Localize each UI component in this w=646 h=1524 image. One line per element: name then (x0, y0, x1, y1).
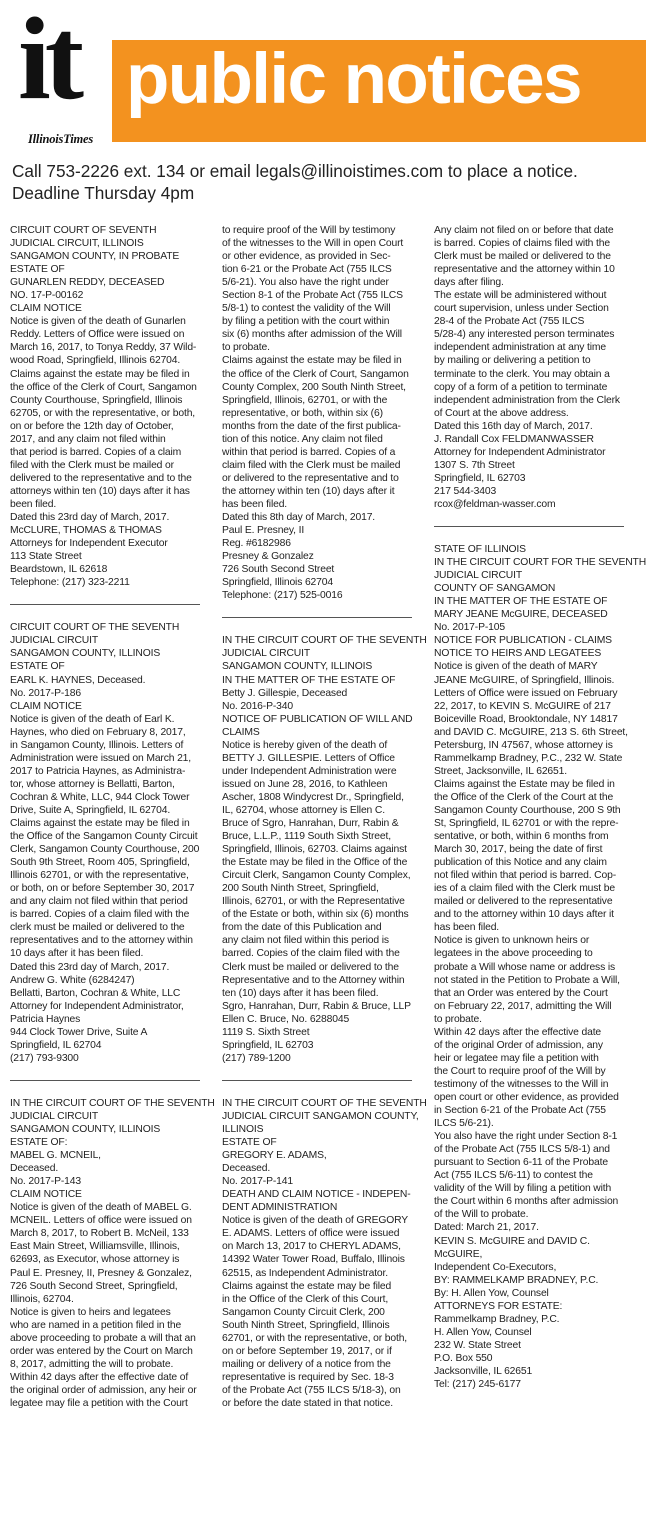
notice-line: publication of this Notice and any claim (434, 857, 607, 869)
notice-line: Betty J. Gillespie, Deceased (222, 687, 348, 699)
legal-notice (10, 1097, 215, 1410)
notice-line: in the Office of the Clerk of this Court, (222, 1293, 389, 1305)
notice-line: Attorney for Independent Administrator (434, 446, 606, 458)
notice-line: Sangamon County Courthouse, 200 S 9th (434, 804, 621, 816)
notice-line: and DAVID C. McGUIRE, 213 S. 6th Street, (434, 726, 628, 738)
notice-line: IN THE CIRCUIT COURT OF THE SEVENTH (222, 635, 427, 647)
notice-line: months from the date of the first publica- (222, 420, 401, 432)
notice-line: 5/28-4) any interested person terminates (434, 329, 615, 341)
notice-line: Deceased. (10, 1163, 59, 1175)
notice-line: P.O. Box 550 (434, 1352, 493, 1364)
notice-line: Ascher, 1808 Windycrest Dr., Springfield, (222, 791, 404, 803)
notice-line: ESTATE OF: (10, 1137, 68, 1149)
notice-line: legatees in the above proceeding to (434, 948, 593, 960)
notice-line: BY: RAMMELKAMP BRADNEY, P.C. (434, 1274, 599, 1286)
notice-line: KEVIN S. McGUIRE and DAVID C. (434, 1235, 590, 1247)
notice-line: from the date of this Publication and (222, 922, 382, 934)
notice-line: Within 42 days after the effective date of (10, 1371, 189, 1383)
notice-line: heir or legatee may file a petition with (434, 1052, 599, 1064)
notice-line: CLAIM NOTICE (10, 700, 82, 712)
notice-line: March 16, 2017, to Tonya Reddy, 37 Wild- (10, 342, 197, 354)
notice-line: of Court at the above address. (434, 407, 569, 419)
notice-line: open court or other evidence, as provided (434, 1092, 619, 1103)
notice-line: Bruce of Sgro, Hanrahan, Durr, Rabin & (222, 818, 399, 830)
notice-line: on or before September 19, 2017, or if (222, 1345, 392, 1357)
notice-line: No. 2016-P-340 (222, 700, 293, 712)
notice-line: Street, Jacksonville, IL 62651. (434, 765, 567, 777)
notice-line: JUDICIAL CIRCUIT, ILLINOIS (10, 238, 144, 250)
logo-it-mark: it (18, 0, 79, 124)
notice-line: By: H. Allen Yow, Counsel (434, 1287, 549, 1299)
notice-line: Notice is given of the death of MABEL G. (10, 1202, 192, 1214)
notice-line: CLAIMS (222, 726, 260, 738)
legal-notice (10, 224, 206, 589)
legal-notice (222, 634, 427, 1065)
notice-line: the original order of admission, any heir or (10, 1384, 197, 1396)
notice-line: Clerk must be mailed or delivered to the (222, 961, 399, 973)
notice-line: NOTICE FOR PUBLICATION - CLAIMS (434, 635, 612, 647)
legal-notice (222, 224, 418, 602)
notice-line: 62693, as Executor, whose attorney is (10, 1254, 180, 1266)
notice-line: Reg. #6182986 (222, 538, 291, 550)
notice-line: (217) 789-1200 (222, 1052, 291, 1064)
notice-line: 62701, or with the representative, or both, (222, 1332, 408, 1344)
notice-line: six (6) months after admission of the Will (222, 329, 402, 341)
notice-line: DEATH AND CLAIM NOTICE - INDEPEN- (222, 1189, 411, 1201)
notice-line: any claim not filed within this period is (222, 935, 389, 947)
notice-line: filed with the Clerk must be mailed or (10, 459, 174, 471)
notice-line: been filed. (10, 498, 57, 510)
notice-line: on or before the 12th day of October, (10, 420, 174, 432)
notice-line: tion 6-21 or the Probate Act (755 ILCS (222, 264, 392, 276)
notice-line: Andrew G. White (6284247) (10, 974, 135, 986)
notice-line: NO. 17-P-00162 (10, 290, 84, 302)
notice-line: ESTATE OF (10, 661, 65, 673)
notice-line: in Section 6-21 of the Probate Act (755 (434, 1105, 606, 1117)
notice-line: (217) 793-9300 (10, 1052, 79, 1064)
notice-line: Rammelkamp Bradney, P.C., 232 W. State (434, 752, 623, 764)
notice-line: 200 South Ninth Street, Springfield, (222, 883, 379, 895)
notice-line: or other evidence, as provided in Sec- (222, 251, 391, 263)
notice-line: Paul E. Presney, II, Presney & Gonzalez, (10, 1267, 192, 1279)
notice-line: ILCS 5/6-21). (434, 1118, 494, 1130)
notice-line: Sangamon County Circuit Clerk, 200 (222, 1306, 385, 1318)
notice-divider (10, 1080, 200, 1081)
notice-line: 217 544-3403 (434, 485, 497, 497)
notice-line: Tel: (217) 245-6177 (434, 1379, 521, 1391)
legal-notice (434, 543, 646, 1391)
notice-line: IN THE MATTER OF THE ESTATE OF (434, 596, 608, 608)
notice-line: Rammelkamp Bradney, P.C. (434, 1313, 560, 1325)
notice-line: wood Road, Springfield, Illinois 62704. (10, 355, 181, 367)
notice-line: tion of this notice. Any claim not filed (222, 433, 383, 445)
notice-line: issued on June 28, 2016, to Kathleen (222, 778, 388, 790)
notice-line: Independent Co-Executors, (434, 1261, 557, 1273)
notice-line: who are named in a petition filed in the (10, 1319, 182, 1331)
notice-line: Haynes, who died on February 8, 2017, (10, 726, 186, 738)
notice-line: representative, or both, within six (6) (222, 407, 383, 419)
notice-line: that period is barred. Copies of a claim (10, 446, 182, 458)
notice-line: court supervision, unless under Section (434, 303, 609, 315)
notice-divider (222, 617, 412, 618)
notice-line: Dated this 23rd day of March, 2017. (10, 961, 170, 973)
notice-line: Claims against the estate may be filed in (10, 818, 190, 830)
notice-line: ESTATE OF (10, 264, 65, 276)
notice-line: and any claim not filed within that period (10, 896, 188, 908)
notice-line: 28-4 of the Probate Act (755 ILCS (434, 316, 585, 328)
notice-divider (222, 1080, 412, 1081)
notice-line: IN THE MATTER OF THE ESTATE OF (222, 674, 396, 686)
notice-line: 726 South Second Street, Springfield, (10, 1280, 178, 1292)
notice-line: legatee may file a petition with the Court (10, 1397, 188, 1409)
notice-line: testimony of the witnesses to the Will in (434, 1078, 609, 1090)
column-1 (10, 224, 215, 1410)
notice-line: Any claim not filed on or before that date (434, 225, 614, 236)
notice-line: Springfield, IL 62703 (434, 472, 526, 484)
notice-line: IN THE CIRCUIT COURT FOR THE SEVENTH (434, 557, 646, 569)
notice-line: 62705, or with the representative, or both, (10, 407, 196, 419)
notice-line: the Office of the Sangamon County Circuit (10, 831, 198, 843)
notice-line: No. 2017-P-105 (434, 622, 505, 634)
notice-line: the Court to require proof of the Will by (434, 1065, 606, 1077)
legal-notice (222, 1097, 427, 1410)
notice-line: St, Springfield, IL 62701 or with the repre- (434, 818, 619, 830)
notice-line: Notice is given to heirs and legatees (10, 1306, 171, 1318)
logo-brand-name: IllinoisTimes (28, 132, 94, 146)
notice-line: 22, 2017, to KEVIN S. McGUIRE of 217 (434, 700, 611, 712)
notice-line: McCLURE, THOMAS & THOMAS (10, 525, 162, 537)
notice-line: mailed or delivered to the representative (434, 896, 613, 908)
notice-line: Notice is given of the death of GREGORY (222, 1215, 408, 1227)
notice-line: representative and the attorney within 10 (434, 264, 615, 276)
notice-line: GREGORY E. ADAMS, (222, 1150, 327, 1162)
notice-line: East Main Street, Williamsville, Illinois, (10, 1241, 180, 1253)
notice-line: Petersburg, IN 47567, whose attorney is (434, 739, 613, 751)
illinois-times-logo (12, 0, 124, 150)
notice-line: Cochran & White, LLC, 944 Clock Tower (10, 791, 190, 803)
notice-line: the Office of the Clerk of the Court at the (434, 791, 614, 803)
notice-line: or delivered to the representative and to (222, 472, 399, 484)
notice-line: SANGAMON COUNTY, ILLINOIS (10, 648, 161, 660)
notice-line: SANGAMON COUNTY, ILLINOIS (10, 1124, 161, 1135)
notice-line: of the original Order of admission, any (434, 1039, 603, 1051)
notice-line: to probate. (434, 1013, 482, 1025)
notice-line: MABEL G. MCNEIL, (10, 1150, 101, 1162)
notice-line: to probate. (222, 342, 270, 354)
notice-line: order was entered by the Court on March (10, 1345, 193, 1357)
notice-divider (10, 604, 200, 605)
notice-line: Dated this 8th day of March, 2017. (222, 512, 376, 524)
notice-line: Paul E. Presney, II (222, 525, 305, 537)
notice-line: No. 2017-P-143 (10, 1176, 81, 1188)
notice-line: Administration were issued on March 21, (10, 752, 191, 764)
notice-line: No. 2017-P-141 (222, 1176, 293, 1188)
notice-line: SANGAMON COUNTY, ILLINOIS (222, 661, 373, 673)
notice-line: 113 State Street (10, 551, 82, 563)
notice-divider (434, 526, 624, 527)
notice-line: Jacksonville, IL 62651 (434, 1365, 533, 1377)
notice-line: or both, on or before September 30, 2017 (10, 883, 195, 895)
notice-line: is barred. Copies of a claim filed with the (10, 909, 190, 921)
notice-line: McGUIRE, (434, 1248, 483, 1260)
notice-line: Claims against the estate may be filed in (10, 368, 190, 380)
notice-line: Deceased. (222, 1163, 271, 1175)
notice-line: J. Randall Cox FELDMANWASSER (434, 433, 594, 445)
notice-line: ies of a claim filed with the Clerk must be (434, 883, 615, 895)
notice-line: Springfield, Illinois, 62701, or with the (222, 394, 388, 406)
notice-line: Telephone: (217) 323-2211 (10, 577, 130, 589)
notice-line: and to the attorney within 10 days after it (434, 909, 614, 921)
notice-line: on February 22, 2017, admitting the Will (434, 1000, 612, 1012)
notice-line: Illinois, 62701, or with the Representative (222, 896, 405, 908)
notice-line: IL, 62704, whose attorney is Ellen C. (222, 804, 385, 816)
notice-line: 14392 Water Tower Road, Buffalo, Illinois (222, 1254, 405, 1266)
notice-line: of the Probate Act (755 ILCS 5/8-1) and (434, 1144, 610, 1156)
notice-line: of the Estate or both, within six (6) months (222, 909, 409, 921)
notice-line: has been filed. (222, 498, 288, 510)
legal-notice (434, 224, 630, 511)
notice-line: 62515, as Independent Administrator. (222, 1267, 388, 1279)
notice-line: Clerk must be mailed or delivered to the (434, 251, 611, 263)
notice-line: Section 8-1 of the Probate Act (755 ILCS (222, 290, 403, 302)
notice-line: E. ADAMS. Letters of office were issued (222, 1228, 400, 1240)
notice-line: representatives and to the attorney within (10, 935, 193, 947)
notice-line: Presney & Gonzalez (222, 551, 314, 563)
notice-line: the attorney within ten (10) days after it (222, 485, 395, 497)
notice-line: JUDICIAL CIRCUIT (222, 648, 311, 660)
notice-line: Notice is given of the death of Gunarlen (10, 316, 186, 328)
column-2 (222, 224, 427, 1410)
notice-line: JUDICIAL CIRCUIT (10, 1110, 99, 1122)
notice-line: independent administration at any time (434, 342, 606, 354)
notice-line: Springfield, IL 62704 (10, 1039, 102, 1051)
notice-line: by filing a petition with the court within (222, 316, 390, 328)
notice-line: 232 W. State Street (434, 1339, 521, 1351)
notice-line: attorneys within ten (10) days after it has (10, 485, 190, 497)
notice-line: DENT ADMINISTRATION (222, 1202, 338, 1214)
page-title: public notices (126, 40, 581, 119)
notice-line: validity of the Will by filing a petition with (434, 1183, 612, 1195)
notice-line: South 9th Street, Room 405, Springfield, (10, 857, 190, 869)
notice-line: Patricia Haynes (10, 1013, 81, 1025)
notice-line: independent administration from the Clerk (434, 394, 620, 406)
notice-line: of the Probate Act (755 ILCS 5/18-3), on (222, 1384, 401, 1396)
notice-line: 2017, and any claim not filed within (10, 433, 166, 445)
notice-line: ATTORNEYS FOR ESTATE: (434, 1300, 563, 1312)
notice-line: that an Order was entered by the Court (434, 987, 608, 999)
notice-line: Act (755 ILCS 5/6-11) to contest the (434, 1170, 593, 1182)
notice-line: Attorneys for Independent Executor (10, 538, 168, 550)
notice-line: Dated: March 21, 2017. (434, 1222, 539, 1234)
notice-line: Within 42 days after the effective date (434, 1026, 602, 1038)
notice-line: representative is required by Sec. 18-3 (222, 1371, 394, 1383)
notice-line: H. Allen Yow, Counsel (434, 1326, 532, 1338)
notice-line: claim filed with the Clerk must be mailed (222, 459, 401, 471)
deadline-line: Deadline Thursday 4pm (12, 183, 195, 203)
title-banner (112, 40, 646, 142)
notice-line: copy of a form of a petition to terminate (434, 381, 608, 393)
notice-line: clerk must be mailed or delivered to the (10, 922, 185, 934)
notice-line: 1307 S. 7th Street (434, 459, 515, 471)
notice-line: barred. Copies of the claim filed with the (222, 948, 400, 960)
notice-line: is barred. Copies of claims filed with the (434, 238, 610, 250)
notice-line: mailing or delivery of a notice from the (222, 1358, 391, 1370)
notice-line: STATE OF ILLINOIS (434, 544, 526, 556)
notice-line: or before the date stated in that notice. (222, 1397, 393, 1409)
notice-line: Bellatti, Barton, Cochran & White, LLC (10, 987, 181, 999)
notice-line: Letters of Office were issued on February (434, 687, 618, 699)
notice-line: Notice is hereby given of the death of (222, 739, 388, 751)
notice-line: pursuant to Section 6-11 of the Probate (434, 1157, 608, 1169)
notice-line: the office of the Clerk of Court, Sangamon (222, 368, 409, 380)
notice-line: BETTY J. GILLESPIE. Letters of Office (222, 752, 395, 764)
notice-line: Attorney for Independent Administrator, (10, 1000, 184, 1012)
notice-line: Claims against the estate may be filed in (222, 355, 402, 367)
notice-line: the Court within 6 months after admission (434, 1196, 619, 1208)
notice-line: Ellen C. Bruce, No. 6288045 (222, 1013, 350, 1025)
notice-line: CLAIM NOTICE (10, 1189, 82, 1201)
notice-line: EARL K. HAYNES, Deceased. (10, 674, 146, 686)
column-3 (434, 224, 646, 1391)
notice-line: 10 days after it has been filed. (10, 948, 144, 960)
notice-line: in Sangamon County, Illinois. Letters of (10, 739, 184, 751)
notice-line: CIRCUIT COURT OF THE SEVENTH (10, 622, 180, 634)
notice-line: rcox@feldman-wasser.com (434, 498, 556, 510)
notice-line: You also have the right under Section 8-1 (434, 1131, 618, 1143)
notice-line: of the witnesses to the Will in open Court (222, 238, 404, 250)
notice-line: GUNARLEN REDDY, DECEASED (10, 277, 165, 289)
notice-line: March 8, 2017, to Robert B. McNeil, 133 (10, 1228, 189, 1240)
notice-line: 1119 S. Sixth Street (222, 1026, 310, 1038)
notice-line: Dated this 16th day of March, 2017. (434, 420, 593, 432)
notice-line: 726 South Second Street (222, 564, 335, 576)
masthead (0, 0, 646, 152)
notice-line: IN THE CIRCUIT COURT OF THE SEVENTH (222, 1097, 427, 1109)
notice-line: 2017 to Patricia Haynes, as Administra- (10, 765, 186, 777)
notice-line: Illinois, 62704. (10, 1293, 74, 1305)
notice-line: Bruce, L.L.P., 1119 South Sixth Street, (222, 831, 391, 843)
notice-line: CLAIM NOTICE (10, 303, 82, 315)
notice-line: terminate to the clerk. You may obtain a (434, 368, 610, 380)
notice-line: not stated in the Petition to Probate a Will, (434, 974, 620, 986)
notice-line: has been filed. (434, 922, 500, 934)
notice-line: the Estate may be filed in the Office of the (222, 857, 408, 869)
notice-line: Notice is given of the death of Earl K. (10, 713, 175, 725)
notice-line: IN THE CIRCUIT COURT OF THE SEVENTH (10, 1097, 215, 1109)
notice-line: within that period is barred. Copies of a (222, 446, 396, 458)
notice-line: SANGAMON COUNTY, IN PROBATE (10, 251, 180, 263)
notice-line: tor, whose attorney is Bellatti, Barton, (10, 778, 175, 790)
notice-line: CIRCUIT COURT OF SEVENTH (10, 225, 157, 236)
notice-line: ESTATE OF (222, 1137, 277, 1149)
notice-line: Illinois 62701, or with the representative, (10, 870, 189, 882)
notice-line: JUDICIAL CIRCUIT (434, 570, 523, 582)
notice-line: 5/8-1) to contest the validity of the Will (222, 303, 391, 315)
notice-line: ten (10) days after it has been filed. (222, 987, 379, 999)
notice-line: sentative, or both, within 6 months from (434, 831, 609, 843)
notice-line: Beardstown, IL 62618 (10, 564, 108, 576)
notice-line: Dated this 23rd day of March, 2017. (10, 512, 170, 524)
legal-notice (10, 621, 206, 1065)
notice-line: Claims against the estate may be filed (222, 1280, 392, 1292)
notice-line: not filed within that period is barred. Cop- (434, 870, 616, 882)
notice-line: JUDICIAL CIRCUIT SANGAMON COUNTY, (222, 1110, 419, 1122)
notice-line: 5/6-21). You also have the right under (222, 277, 389, 289)
notice-line: Reddy. Letters of Office were issued on (10, 329, 185, 341)
notice-line: Drive, Suite A, Springfield, IL 62704. (10, 804, 171, 816)
notice-line: MCNEIL. Letters of office were issued on (10, 1215, 192, 1227)
notice-line: Springfield, Illinois, 62703. Claims against (222, 844, 407, 856)
notice-line: Representative and to the Attorney within (222, 974, 405, 986)
notice-line: March 30, 2017, being the date of first (434, 844, 603, 856)
notice-line: Clerk, Sangamon County Courthouse, 200 (10, 844, 200, 856)
notice-line: County Courthouse, Springfield, Illinois (10, 394, 183, 406)
contact-info (12, 160, 638, 204)
notice-line: probate a Will whose name or address is (434, 961, 615, 973)
notice-line: Springfield, Illinois 62704 (222, 577, 333, 589)
notice-line: MARY JEANE McGUIRE, DECEASED (434, 609, 608, 621)
notice-line: of the Will to probate. (434, 1209, 529, 1221)
notice-line: Circuit Clerk, Sangamon County Complex, (222, 870, 411, 882)
notice-line: to require proof of the Will by testimony (222, 225, 396, 236)
notice-line: above proceeding to probate a will that an (10, 1332, 196, 1344)
notice-line: The estate will be administered without (434, 290, 607, 302)
notice-line: under Independent Administration were (222, 765, 397, 777)
notice-line: Sgro, Hanrahan, Durr, Rabin & Bruce, LLP (222, 1000, 411, 1012)
notice-line: Springfield, IL 62703 (222, 1039, 314, 1051)
notice-line: Telephone: (217) 525-0016 (222, 590, 343, 602)
notice-line: by mailing or delivering a petition to (434, 355, 591, 367)
notice-line: on March 13, 2017 to CHERYL ADAMS, (222, 1241, 401, 1253)
notice-line: South Ninth Street, Springfield, Illinois (222, 1319, 390, 1331)
notice-line: the office of the Clerk of Court, Sangamon (10, 381, 197, 393)
notice-line: Notice is given of the death of MARY (434, 661, 598, 673)
notice-line: Claims against the Estate may be filed in (434, 778, 615, 790)
notice-line: NOTICE TO HEIRS AND LEGATEES (434, 648, 602, 660)
notice-line: County Complex, 200 South Ninth Street, (222, 381, 406, 393)
contact-line: Call 753-2226 ext. 134 or email legals@illinoistimes.com to place a notice. (12, 161, 578, 181)
notice-line: JUDICIAL CIRCUIT (10, 635, 99, 647)
notice-line: Boiceville Road, Brooktondale, NY 14817 (434, 713, 618, 725)
notice-line: delivered to the representative and to the (10, 472, 192, 484)
notice-line: Notice is given to unknown heirs or (434, 935, 590, 947)
notice-line: ILLINOIS (222, 1124, 264, 1135)
notice-line: 944 Clock Tower Drive, Suite A (10, 1026, 148, 1038)
notice-line: COUNTY OF SANGAMON (434, 583, 556, 595)
notice-line: NOTICE OF PUBLICATION OF WILL AND (222, 713, 413, 725)
notice-line: JEANE McGUIRE, of Springfield, Illinois. (434, 674, 615, 686)
notice-line: days after filing. (434, 277, 504, 289)
notice-line: No. 2017-P-186 (10, 687, 81, 699)
notice-line: 8, 2017, admitting the will to probate. (10, 1358, 174, 1370)
